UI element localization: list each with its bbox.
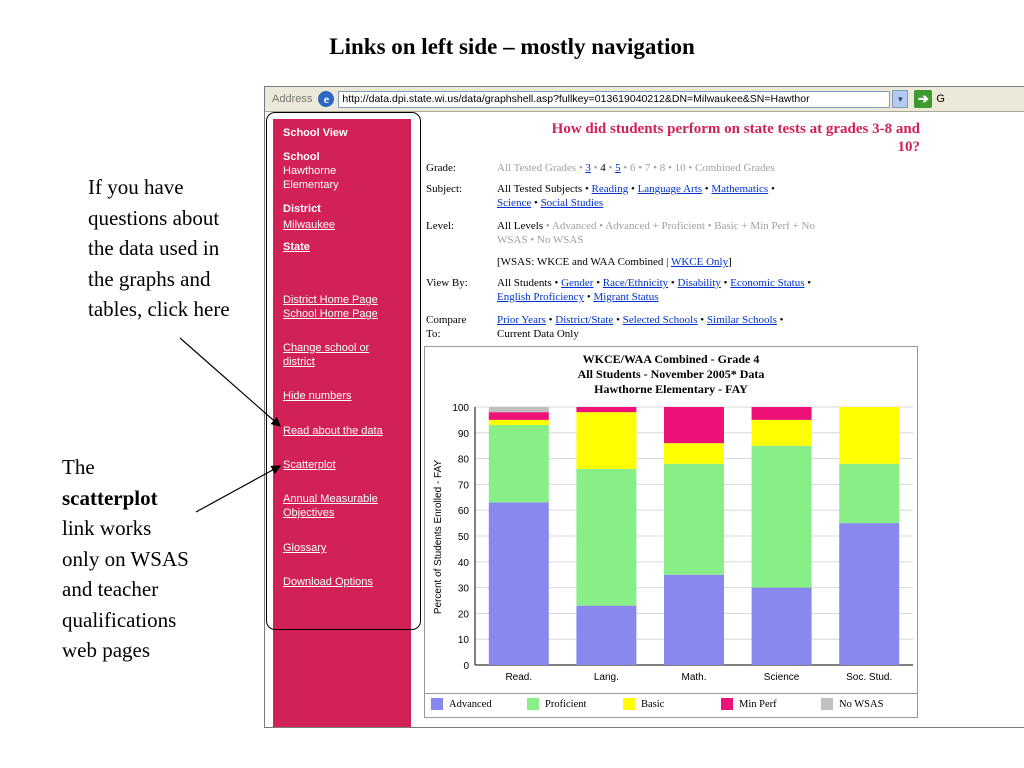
level-advanced: Advanced (551, 220, 597, 232)
sidebar-link-change-1[interactable]: Change school or (283, 342, 370, 354)
viewby-gender-link[interactable]: Gender (561, 277, 594, 289)
bar-segment (489, 407, 549, 412)
sidebar-link-annual-1[interactable]: Annual Measurable (283, 493, 378, 505)
subject-language-link[interactable]: Language Arts (637, 183, 703, 195)
grade-3-link[interactable]: 3 (585, 162, 591, 174)
compare-label-2: To: (426, 328, 441, 340)
page-title-line1: How did students perform on state tests at grades 3-8 and (551, 121, 920, 137)
grade-10: 10 (674, 162, 686, 174)
chart-container (424, 346, 918, 718)
highlight-box (266, 112, 421, 630)
x-tick-label: Read. (505, 672, 533, 683)
sidebar-link-district-home[interactable]: District Home Page (283, 294, 378, 306)
compare-prior-link[interactable]: Prior Years (497, 314, 546, 326)
bar-segment (752, 407, 812, 420)
callout-scatter-pre: The (62, 455, 95, 479)
sidebar-school-name-1: Hawthorne (283, 165, 337, 177)
wsas-note-pre: [WSAS: WKCE and WAA Combined | (497, 256, 671, 268)
grade-all: All Tested Grades (497, 162, 577, 174)
sidebar-link-read-about[interactable]: Read about the data (283, 425, 383, 437)
compare-district-state-link[interactable]: District/State (555, 314, 614, 326)
sidebar-school-label: School (283, 151, 320, 163)
x-tick-label: Math. (681, 672, 707, 683)
chart-subtitle-1: All Students - November 2005* Data (577, 367, 765, 381)
page-title-line2: 10? (897, 139, 920, 155)
viewby-options: All Students • Gender • Race/Ethnicity • Disability • Economic Status • English Proficiency • Migrant Status (497, 277, 812, 303)
callout-scatter-post: link works only on WSAS and teacher qualifications web pages (62, 516, 189, 662)
subject-reading-link[interactable]: Reading (591, 183, 629, 195)
address-bar (265, 87, 1024, 112)
legend-swatch (821, 698, 833, 710)
y-tick-label: 70 (457, 480, 469, 492)
go-arrow-icon[interactable]: ➔ (914, 90, 932, 108)
level-all: All Levels (497, 220, 544, 232)
y-tick-label: 20 (457, 609, 469, 621)
bar-segment (576, 469, 636, 606)
sidebar-link-download[interactable]: Download Options (283, 576, 373, 588)
grade-options: All Tested Grades • 3 • 4 • 5 • 6 • 7 • 8 • 10 • Combined Grades (497, 162, 775, 174)
legend-swatch (431, 698, 443, 710)
legend-item (721, 698, 777, 710)
x-tick-label: Lang. (593, 672, 619, 683)
grade-5-link[interactable]: 5 (615, 162, 621, 174)
bar-segment (839, 407, 899, 464)
bar-segment (752, 588, 812, 665)
grade-4-current: 4 (600, 162, 606, 174)
callout-scatter-bold: scatterplot (62, 485, 158, 510)
wkce-only-link[interactable]: WKCE Only (670, 256, 729, 268)
viewby-english-link[interactable]: English Proficiency (497, 291, 585, 303)
y-tick-label: 30 (457, 583, 469, 595)
viewby-economic-link[interactable]: Economic Status (730, 277, 805, 289)
chart-ylabel: Percent of Students Enrolled - FAY (433, 459, 444, 615)
sidebar-school-name-2: Elementary (283, 179, 339, 191)
subject-math-link[interactable]: Mathematics (711, 183, 769, 195)
url-field[interactable]: http://data.dpi.state.wi.us/data/graphshell.asp?fullkey=013619040212&DN=Milwaukee&SN=Hawthor (338, 91, 890, 108)
level-options: All Levels • Advanced • Advanced + Proficient • Basic + Min Perf + No WSAS • No WSAS (497, 220, 815, 246)
bar-segment (489, 502, 549, 665)
legend-item (623, 698, 664, 710)
y-tick-label: 0 (463, 661, 469, 672)
sidebar-link-scatterplot[interactable]: Scatterplot (283, 459, 336, 471)
legend-swatch (721, 698, 733, 710)
address-label: Address (272, 93, 313, 105)
bar-segment (664, 575, 724, 665)
compare-similar-link[interactable]: Similar Schools (706, 314, 777, 326)
sidebar-link-school-home[interactable]: School Home Page (283, 308, 378, 320)
sidebar-link-district-name[interactable]: Milwaukee (283, 219, 335, 231)
level-wsas: WSAS (497, 234, 528, 246)
x-tick-label: Science (763, 672, 800, 683)
compare-label-1: Compare (426, 314, 467, 326)
legend-swatch (527, 698, 539, 710)
subject-all: All Tested Subjects (497, 183, 583, 195)
legend-label: Basic (641, 698, 665, 710)
sidebar-link-change-2[interactable]: district (283, 356, 315, 368)
grade-combined: Combined Grades (694, 162, 775, 174)
sidebar-school-view: School View (283, 127, 348, 139)
y-tick-label: 10 (457, 635, 469, 647)
viewby-migrant-link[interactable]: Migrant Status (593, 291, 659, 303)
y-tick-label: 100 (452, 403, 469, 414)
bar-segment (839, 523, 899, 665)
legend-swatch (623, 698, 635, 710)
bar-segment (752, 446, 812, 588)
legend-item (821, 698, 883, 710)
bar-segment (664, 443, 724, 464)
level-basic-min: Basic + Min Perf + No (714, 220, 815, 232)
legend-label: Advanced (449, 698, 492, 710)
sidebar-link-annual-2[interactable]: Objectives (283, 507, 335, 519)
level-adv-prof: Advanced + Proficient (605, 220, 705, 232)
bar-segment (489, 420, 549, 425)
compare-selected-link[interactable]: Selected Schools (622, 314, 698, 326)
slide-title: Links on left side – mostly navigation (329, 34, 695, 59)
legend-label: Min Perf (739, 698, 777, 710)
bar-segment (489, 412, 549, 420)
legend-label: No WSAS (839, 698, 884, 710)
bar-segment (664, 464, 724, 575)
go-label[interactable]: G (936, 93, 945, 105)
bar-segment (576, 606, 636, 665)
y-tick-label: 40 (457, 557, 469, 569)
chevron-down-icon[interactable]: ▼ (892, 90, 908, 108)
viewby-race-link[interactable]: Race/Ethnicity (602, 277, 669, 289)
viewby-disability-link[interactable]: Disability (677, 277, 721, 289)
callout-scatterplot (62, 452, 192, 666)
legend-item (431, 698, 492, 710)
page-title (422, 120, 920, 156)
compare-options: Prior Years • District/State • Selected Schools • Similar Schools • Current Data Only (497, 314, 784, 340)
bar-segment (752, 420, 812, 446)
y-tick-label: 90 (457, 428, 469, 440)
sidebar-link-glossary[interactable]: Glossary (283, 542, 327, 554)
compare-current: Current Data Only (497, 328, 579, 340)
subject-label: Subject: (426, 183, 463, 195)
bar-segment (489, 425, 549, 502)
wsas-note-post: ] (728, 256, 732, 268)
sidebar-district-label: District (283, 203, 321, 215)
y-tick-label: 60 (457, 506, 469, 518)
sidebar-link-hide-numbers[interactable]: Hide numbers (283, 390, 352, 402)
grade-8: 8 (659, 162, 666, 174)
y-tick-label: 50 (457, 532, 469, 543)
subject-social-link[interactable]: Social Studies (540, 197, 604, 209)
chart-svg (425, 347, 917, 693)
callout-questions: If you have questions about the data used in the graphs and tables, click here (88, 175, 230, 321)
compare-label (426, 313, 466, 341)
viewby-all: All Students (497, 277, 552, 289)
chart-subtitle-2: Hawthorne Elementary - FAY (594, 382, 748, 396)
legend-label: Proficient (545, 698, 587, 710)
x-tick-label: Soc. Stud. (846, 672, 893, 683)
level-no-wsas: No WSAS (536, 234, 584, 246)
bar-segment (839, 464, 899, 523)
bar-segment (576, 412, 636, 469)
grade-label: Grade: (426, 162, 456, 174)
bar-segment (576, 407, 636, 412)
viewby-label: View By: (426, 277, 468, 289)
y-tick-label: 80 (457, 454, 469, 466)
level-label: Level: (426, 220, 455, 232)
grade-7: 7 (644, 162, 651, 174)
subject-options: All Tested Subjects • Reading • Language Arts • Mathematics • Science • Social Studies (497, 183, 775, 209)
wsas-note (497, 255, 917, 269)
legend-item (527, 698, 586, 710)
ie-page-icon: e (318, 91, 334, 107)
sidebar-link-state[interactable]: State (283, 241, 310, 253)
subject-science-link[interactable]: Science (497, 197, 532, 209)
chart-title: WKCE/WAA Combined - Grade 4 (582, 352, 760, 366)
bar-segment (664, 407, 724, 443)
grade-6: 6 (630, 162, 636, 174)
legend-divider (425, 693, 917, 694)
